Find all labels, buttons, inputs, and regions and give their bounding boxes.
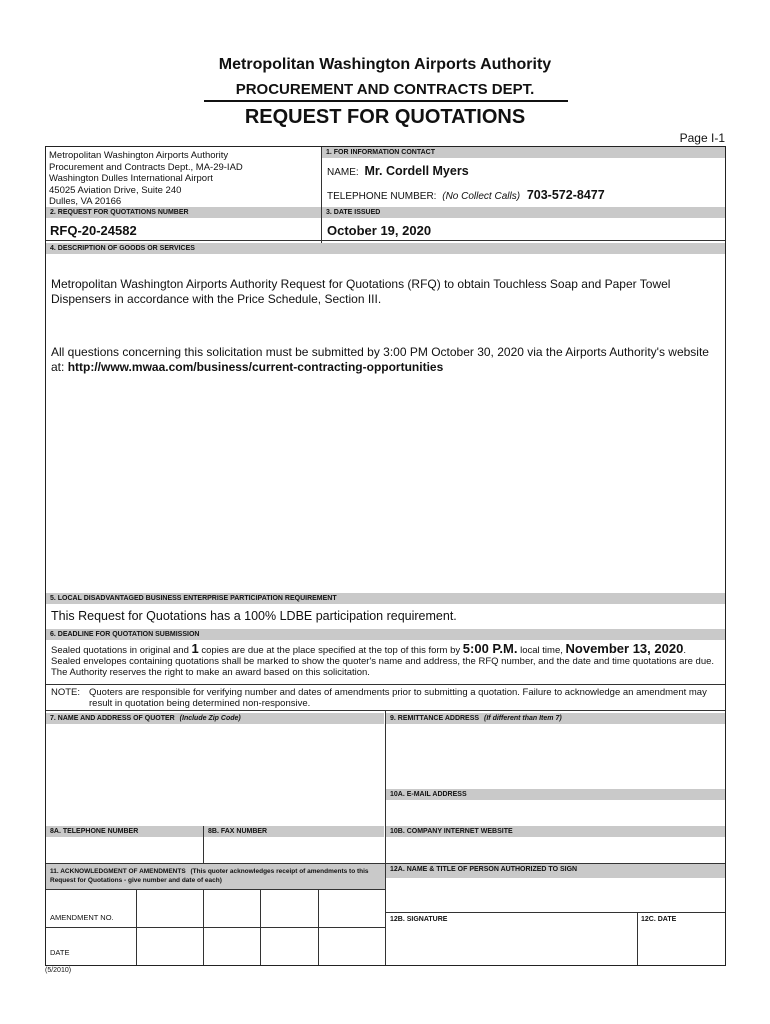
field-10b-label: 10B. COMPANY INTERNET WEBSITE — [386, 826, 725, 837]
dept-title: PROCUREMENT AND CONTRACTS DEPT. — [235, 81, 535, 98]
address-line: Dulles, VA 20166 — [49, 196, 122, 207]
address-line: Metropolitan Washington Airports Authority — [49, 150, 229, 161]
deadline-envelope-text: Sealed envelopes containing quotations shall be marked to show the quoter's name and address, the RFQ number, and the date and time quotations are due. The Authority reserves the right to make an award based on this solicitation. — [51, 656, 715, 678]
signature-field[interactable] — [386, 927, 636, 964]
amendment-no-label: AMENDMENT NO. — [50, 913, 114, 922]
deadline-label: 6. DEADLINE FOR QUOTATION SUBMISSION — [46, 629, 725, 640]
agency-address — [49, 150, 319, 208]
row-rule — [386, 912, 725, 913]
description-label: 4. DESCRIPTION OF GOODS OR SERVICES — [46, 243, 725, 254]
telephone-field[interactable] — [46, 837, 203, 863]
quoter-name-address-field[interactable] — [46, 724, 384, 825]
amendment-grid-col — [136, 889, 137, 965]
field-9-note: (If different than Item 7) — [484, 715, 562, 722]
rfq-number-label: 2. REQUEST FOR QUOTATIONS NUMBER — [46, 207, 321, 218]
note-text: Quoters are responsible for verifying number and dates of amendments prior to submitting a quotation. Failure to acknowledge an amendment may result in quotation being determined non-responsive. — [89, 687, 707, 709]
ldbe-label: 5. LOCAL DISADVANTAGED BUSINESS ENTERPRISE PARTICIPATION REQUIREMENT — [46, 593, 725, 604]
contact-label: 1. FOR INFORMATION CONTACT — [322, 147, 725, 158]
deadline-part: local time, — [517, 645, 566, 656]
questions-sentence: All questions concerning this solicitation must be submitted by 3:00 PM October 30, 2020 via the Airports Authority's website at: — [51, 345, 709, 374]
ldbe-text: This Request for Quotations has a 100% LDBE participation requirement. — [51, 609, 457, 623]
amendment-grid-rule — [46, 927, 385, 928]
address-line: 45025 Aviation Drive, Suite 240 — [49, 184, 182, 196]
row-rule — [46, 240, 725, 241]
field-12c-label: 12C. DATE — [641, 916, 677, 923]
page-number: Page I-1 — [679, 131, 725, 145]
address-line: Procurement and Contracts Dept., MA-29-IAD — [49, 161, 243, 173]
field-11-text: 11. ACKNOWLEDGMENT OF AMENDMENTS — [50, 868, 186, 875]
date-issued: October 19, 2020 — [327, 223, 432, 238]
address-line: Washington Dulles International Airport — [49, 173, 213, 184]
deadline-time: 5:00 P.M. — [462, 641, 518, 656]
field-10a-label: 10A. E-MAIL ADDRESS — [386, 789, 725, 800]
form-revision: (5/2010) — [45, 967, 72, 974]
tel-label: TELEPHONE NUMBER: — [327, 191, 437, 202]
authorized-signer-field[interactable] — [386, 878, 725, 912]
field-8a-label: 8A. TELEPHONE NUMBER — [46, 826, 203, 837]
name-label: NAME: — [327, 167, 359, 178]
row-rule — [46, 684, 725, 685]
field-7-text: 7. NAME AND ADDRESS OF QUOTER — [50, 715, 175, 722]
field-7-label — [46, 713, 384, 724]
amendment-date-label: DATE — [50, 948, 70, 957]
remittance-address-field[interactable] — [386, 724, 725, 788]
fax-field[interactable] — [204, 837, 384, 863]
deadline-text — [51, 643, 723, 678]
email-address-field[interactable] — [386, 800, 725, 825]
org-title: Metropolitan Washington Airports Authority — [218, 56, 552, 73]
tel-note: (No Collect Calls) — [442, 191, 521, 202]
note-label: NOTE: — [51, 687, 81, 698]
contact-phone: 703-572-8477 — [526, 188, 605, 202]
field-7-note: (Include Zip Code) — [179, 715, 241, 722]
field-9-label — [386, 713, 725, 724]
field-8b-label: 8B. FAX NUMBER — [204, 826, 384, 837]
form-title: REQUEST FOR QUOTATIONS — [244, 106, 526, 128]
questions-text — [51, 345, 716, 375]
website-link[interactable]: http://www.mwaa.com/business/current-contracting-opportunities — [67, 360, 444, 374]
date-issued-label: 3. DATE ISSUED — [322, 207, 725, 218]
amendment-grid-col — [203, 889, 204, 965]
copies-count: 1 — [191, 641, 199, 656]
amendment-grid-rule — [46, 889, 385, 890]
field-9-text: 9. REMITTANCE ADDRESS — [390, 715, 480, 722]
deadline-part: copies are due at the place specified at the top of this form by — [198, 645, 463, 656]
rfq-number: RFQ-20-24582 — [50, 223, 137, 238]
amendment-grid-col — [260, 889, 261, 965]
field-12a-label: 12A. NAME & TITLE OF PERSON AUTHORIZED TO SIGN — [386, 864, 725, 878]
website-field[interactable] — [386, 837, 725, 863]
signature-date-field[interactable] — [638, 927, 724, 964]
field-12b-label: 12B. SIGNATURE — [390, 916, 448, 923]
note-row — [51, 687, 723, 709]
contact-name-row — [327, 164, 469, 178]
header-rule — [204, 100, 568, 102]
contact-name: Mr. Cordell Myers — [364, 164, 469, 178]
description-text: Metropolitan Washington Airports Authority Request for Quotations (RFQ) to obtain Touchless Soap and Paper Towel Dispensers in accordance with the Price Schedule, Section III. — [51, 277, 671, 306]
vertical-divider — [321, 147, 322, 246]
field-11-label — [46, 864, 385, 889]
deadline-part: Sealed quotations in original and — [51, 645, 192, 656]
deadline-date: November 13, 2020 — [565, 641, 684, 656]
amendment-grid-col — [318, 889, 319, 965]
contact-tel-row — [327, 188, 605, 202]
deadline-part: . — [683, 645, 686, 656]
field-11-note: (This quoter acknowledges receipt of amendments to this Request for Quotations - give number and date of each) — [50, 868, 369, 884]
